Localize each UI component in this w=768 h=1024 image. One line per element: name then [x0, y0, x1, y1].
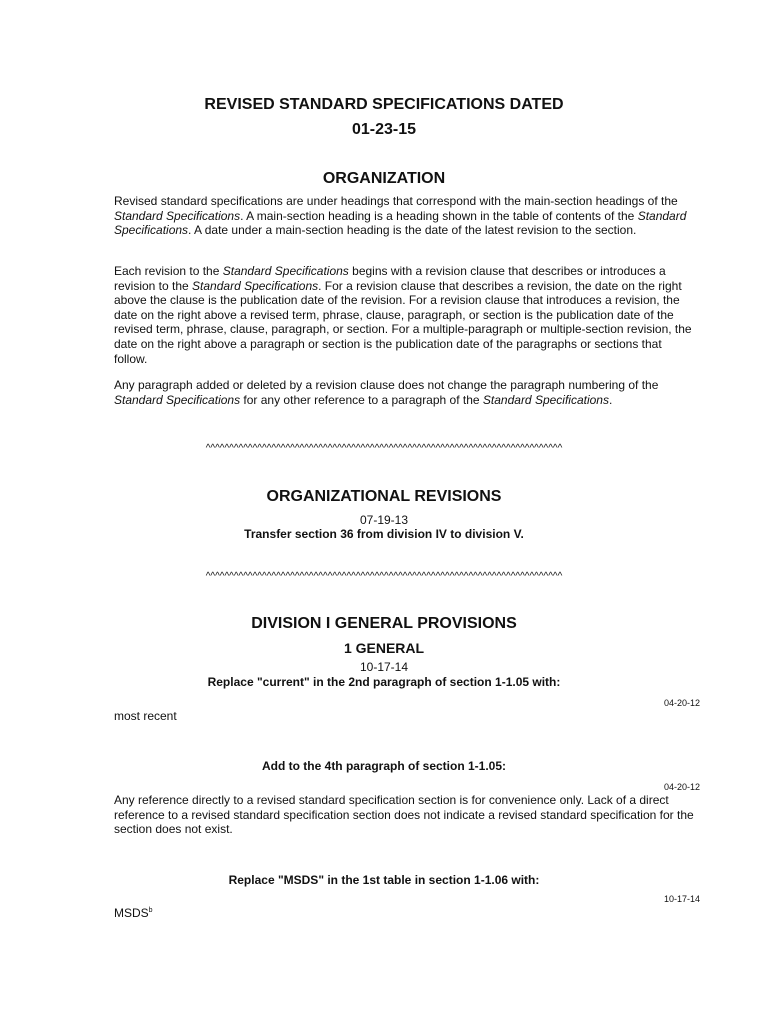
separator-line: ^^^^^^^^^^^^^^^^^^^^^^^^^^^^^^^^^^^^^^^^^^^^^^^^^^^^^^^^^^^^^^^^^^^^^^^^^^^^	[205, 571, 563, 582]
revision-instruction-1: Replace "current" in the 2nd paragraph of section 1-1.05 with:	[207, 675, 561, 689]
revision-text-1: most recent	[114, 709, 177, 723]
organization-paragraph-3: Any paragraph added or deleted by a revision clause does not change the paragraph numbering of the Standard Specifications for any other reference to a paragraph of the Standard Specifications.	[114, 378, 659, 407]
revision-text-2: Any reference directly to a revised standard specification section is for convenience only. Lack of a direct reference to a revised standard specification section does not indicate a revised standard specification for the section does not exist.	[114, 793, 694, 837]
revision-instruction-3: Replace "MSDS" in the 1st table in section 1-1.06 with:	[228, 873, 540, 887]
organization-paragraph-2: Each revision to the Standard Specifications begins with a revision clause that describes or introduces a revision to the Standard Specifications. For a revision clause that describes a revision, the date on the right above the clause is the publication date of the revision. For a revision clause that introduces a revision, the date on the right above a revised term, phrase, clause, paragraph, or section is the publication date of the revised term, phrase, clause, paragraph, or section. For a multiple-paragraph or multiple-section revision, the date on the right above a paragraph or section is the publication date of the paragraphs or sections that follow.	[114, 264, 692, 366]
revision-date-2: 04-20-12	[663, 782, 700, 792]
revision-text-3: MSDS$^b$	[114, 906, 153, 920]
section-date: 10-17-14	[359, 660, 409, 674]
revision-instruction: Transfer section 36 from division IV to division V.	[244, 527, 524, 541]
separator-line: ^^^^^^^^^^^^^^^^^^^^^^^^^^^^^^^^^^^^^^^^^^^^^^^^^^^^^^^^^^^^^^^^^^^^^^^^^^^^	[205, 443, 563, 454]
revision-date: 07-19-13	[359, 513, 409, 527]
organizational-revisions-heading: ORGANIZATIONAL REVISIONS	[266, 488, 502, 505]
document-title: REVISED STANDARD SPECIFICATIONS DATED	[204, 96, 564, 113]
revision-date-3: 10-17-14	[663, 894, 700, 904]
section-heading: 1 GENERAL	[343, 640, 425, 656]
revision-instruction-2: Add to the 4th paragraph of section 1-1.05:	[261, 759, 507, 773]
document-date-title: 01-23-15	[351, 121, 417, 138]
organization-heading: ORGANIZATION	[322, 170, 446, 187]
revision-date-1: 04-20-12	[663, 698, 700, 708]
division-heading: DIVISION I GENERAL PROVISIONS	[251, 615, 517, 632]
organization-paragraph-1: Revised standard specifications are under headings that correspond with the main-section headings of the Standard Specifications. A main-section heading is a heading shown in the table of contents of the Standard Specifications. A date under a main-section heading is the date of the latest revision to the section.	[114, 194, 687, 238]
